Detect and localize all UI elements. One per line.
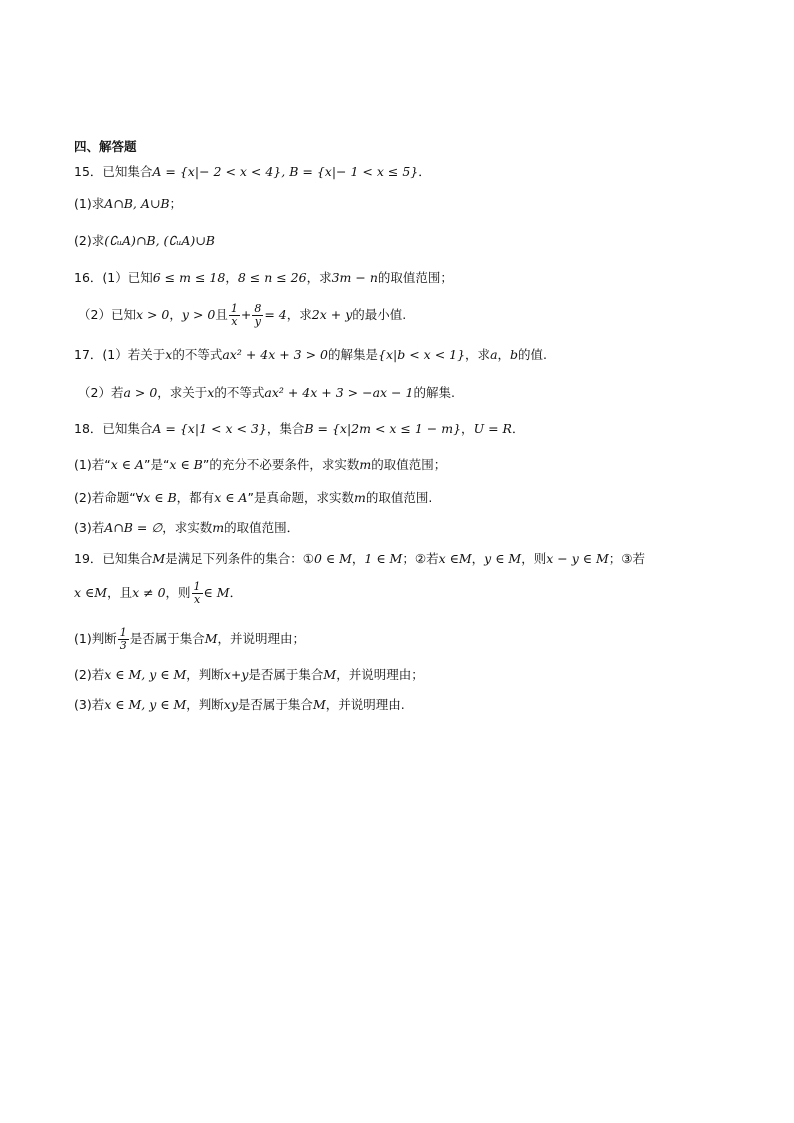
q19-p3-math1: x ∈ M, y ∈ M: [104, 697, 187, 712]
q17-p1-mid2: 的解集是: [328, 347, 379, 362]
q17-p1-prefix: 17．(1）若关于: [74, 347, 166, 362]
q16-p1-prefix: 16．(1）已知: [74, 270, 153, 285]
q17-p2-var: x: [207, 385, 215, 400]
q19-stem-math1: 0 ∈ M: [313, 551, 352, 566]
q19-stem-c2: ；②若: [402, 551, 439, 566]
q18-stem-mid2: ，: [461, 421, 474, 436]
q18-p2-var: m: [353, 490, 366, 505]
q19-p2-mid2: 是否属于集合: [248, 667, 324, 682]
q19-p1-var: M: [204, 631, 218, 646]
q17-p2-math2: ax² + 4x + 3 > −ax − 1: [264, 385, 414, 400]
q19-stem-math5: x − y ∈ M: [546, 551, 609, 566]
q16-frac1-num: 1: [230, 302, 238, 315]
q19-stem-var-M: M: [152, 551, 166, 566]
q16-p2-mid2: 且: [215, 307, 228, 322]
q18-p1-mid2: ”的充分不必要条件，求实数: [202, 457, 360, 472]
q18-part3: [74, 518, 299, 538]
q19-stem-frac-num: 1: [193, 580, 201, 593]
q15-p1-prefix: (1)求: [74, 196, 105, 211]
q19-part3: [74, 695, 405, 715]
q18-stem-math3: U = R: [473, 421, 512, 436]
q19-stem2-math2: x ≠ 0: [132, 585, 166, 600]
q16-part1: [74, 268, 453, 288]
q19-stem-mid: 是满足下列条件的集合：①: [165, 551, 314, 566]
q18-part1: [74, 455, 446, 475]
q19-stem2-c2: ，则: [165, 585, 191, 600]
q16-p2-math1: x > 0: [135, 307, 170, 322]
q19-stem-math4: y ∈ M: [484, 551, 522, 566]
q17-p2-prefix: （2）若: [78, 385, 124, 400]
q17-p2-math1: a > 0: [123, 385, 158, 400]
q19-p1-prefix: (1)判断: [74, 631, 117, 646]
q18-p3-suffix: 的取值范围．: [224, 520, 300, 535]
q18-p1-math2: x ∈ B: [169, 457, 203, 472]
q16-p1-suffix: 的取值范围；: [377, 270, 453, 285]
q19-p1-mid: 是否属于集合: [129, 631, 205, 646]
q18-p1-prefix: (1)若“: [74, 457, 111, 472]
q15-stem-prefix: 15．已知集合: [74, 164, 153, 179]
q19-stem-math2: 1 ∈ M: [364, 551, 403, 566]
q19-stem-math3: x ∈M: [438, 551, 472, 566]
q19-part1: [74, 626, 305, 652]
q15-p2-math: (∁ᵤA)∩B, (∁ᵤA)∪B: [104, 233, 215, 248]
q17-part1: [74, 345, 547, 365]
q19-p3-var: M: [312, 697, 326, 712]
q16-part2: [78, 302, 406, 328]
q16-frac2-num: 8: [254, 302, 262, 315]
q19-stem-frac-den: x: [193, 593, 201, 606]
q19-p2-suffix: ，并说明理由；: [336, 667, 424, 682]
q18-p2-mid: ，都有: [176, 490, 215, 505]
q16-p2-mid3: ，求: [286, 307, 312, 322]
q15-p1-math: A∩B, A∪B: [104, 196, 170, 211]
q16-eq: = 4: [264, 307, 287, 322]
q19-stem2-c1: ，且: [107, 585, 133, 600]
q19-stem2-math3: ∈ M: [203, 585, 230, 600]
q17-p1-suffix: 的值.: [518, 347, 548, 362]
q19-stem-c4: ，则: [521, 551, 547, 566]
q15-part1: [74, 194, 182, 214]
q19-p2-math1: x ∈ M, y ∈ M: [104, 667, 187, 682]
q17-p1-math2: {x|b < x < 1}: [378, 347, 466, 362]
q16-plus: +: [240, 307, 252, 322]
q17-p2-suffix: 的解集.: [413, 385, 455, 400]
q17-p2-mid: ，求关于: [157, 385, 208, 400]
q18-p1-math1: x ∈ A: [110, 457, 144, 472]
q15-p2-prefix: (2)求: [74, 233, 105, 248]
q18-stem-prefix: 18．已知集合: [74, 421, 153, 436]
q16-p2-mid: ，: [169, 307, 182, 322]
q19-p1-fraction: [118, 627, 129, 652]
q18-p2-suffix: 的取值范围.: [365, 490, 433, 505]
q19-stem-line2: [74, 580, 242, 606]
q18-part2: [74, 488, 432, 508]
q19-p1-frac-den: 3: [119, 639, 127, 652]
q16-p2-math3: 2x + y: [311, 307, 353, 322]
q18-p2-math2: x ∈ A: [214, 490, 248, 505]
q18-p3-var: m: [212, 520, 225, 535]
q15-stem: [74, 162, 431, 182]
q19-stem-fraction: [192, 581, 203, 606]
q19-p3-prefix: (3)若: [74, 697, 105, 712]
q17-p1-comma: ，: [497, 347, 511, 362]
q19-p2-math2: x+y: [223, 667, 249, 682]
q18-stem-mid: ，集合: [266, 421, 305, 436]
q16-p1-math2: 8 ≤ n ≤ 26: [237, 270, 307, 285]
q19-stem-c3: ，: [471, 551, 485, 566]
q17-p1-var: x: [165, 347, 173, 362]
q18-p2-math1: ∀x ∈ B: [135, 490, 177, 505]
q18-p1-suffix: 的取值范围；: [371, 457, 447, 472]
q19-stem2-suffix: ．: [229, 585, 243, 600]
q16-p2-suffix: 的最小值.: [352, 307, 407, 322]
q19-p2-var: M: [323, 667, 337, 682]
q16-fraction-1: [229, 303, 240, 328]
q18-stem-math2: B = {x|2m < x ≤ 1 − m}: [304, 421, 462, 436]
q19-part2: [74, 665, 424, 685]
q16-p1-mid: ，: [225, 270, 238, 285]
q18-stem: [74, 419, 524, 439]
q17-part2: [78, 383, 455, 403]
q16-frac2-den: y: [254, 315, 261, 328]
q17-p1-mid: 的不等式: [172, 347, 223, 362]
q18-p3-prefix: (3)若: [74, 520, 105, 535]
q17-p1-var-b: b: [510, 347, 519, 362]
q16-fraction-2: [252, 303, 263, 328]
q15-p1-suffix: ；: [169, 196, 183, 211]
q19-p2-prefix: (2)若: [74, 667, 105, 682]
q16-p2-math2: y > 0: [181, 307, 216, 322]
q19-p3-mid2: 是否属于集合: [237, 697, 313, 712]
q18-stem-suffix: ．: [511, 421, 525, 436]
q16-p1-math3: 3m − n: [331, 270, 378, 285]
q19-stem-c1: ，: [351, 551, 365, 566]
q18-p2-mid2: ”是真命题，求实数: [247, 490, 354, 505]
q18-p1-mid: ”是“: [143, 457, 170, 472]
q19-stem: [74, 549, 645, 569]
q18-stem-math1: A = {x|1 < x < 3}: [152, 421, 267, 436]
q19-p2-mid: ，判断: [186, 667, 224, 682]
q15-stem-math: A = {x|− 2 < x < 4}, B = {x|− 1 < x ≤ 5}: [152, 164, 419, 179]
q17-p2-mid2: 的不等式: [214, 385, 265, 400]
section-heading: 四、解答题: [74, 139, 137, 154]
q17-p1-var-a: a: [490, 347, 498, 362]
q19-p3-mid: ，判断: [186, 697, 224, 712]
q16-frac1-den: x: [231, 315, 238, 328]
q19-p3-suffix: ，并说明理由.: [325, 697, 405, 712]
q16-p1-math1: 6 ≤ m ≤ 18: [152, 270, 226, 285]
q19-p1-suffix: ，并说明理由；: [217, 631, 306, 646]
q15-stem-suffix: ．: [418, 164, 431, 179]
q18-p1-var: m: [359, 457, 372, 472]
q19-p1-frac-num: 1: [119, 626, 127, 639]
q19-stem2-math1: x ∈M: [74, 585, 108, 600]
q19-stem-c5: ；③若: [608, 551, 645, 566]
q15-part2: [74, 231, 215, 251]
q18-p3-mid: ，求实数: [162, 520, 213, 535]
q19-p3-math2: xy: [223, 697, 238, 712]
q19-stem-prefix: 19．已知集合: [74, 551, 153, 566]
q17-p1-math1: ax² + 4x + 3 > 0: [222, 347, 329, 362]
q16-p1-mid2: ，求: [306, 270, 332, 285]
q18-p2-prefix: (2)若命题“: [74, 490, 136, 505]
q16-p2-prefix: （2）已知: [78, 307, 136, 322]
q17-p1-mid3: ，求: [465, 347, 491, 362]
q18-p3-math: A∩B = ∅: [104, 520, 163, 535]
